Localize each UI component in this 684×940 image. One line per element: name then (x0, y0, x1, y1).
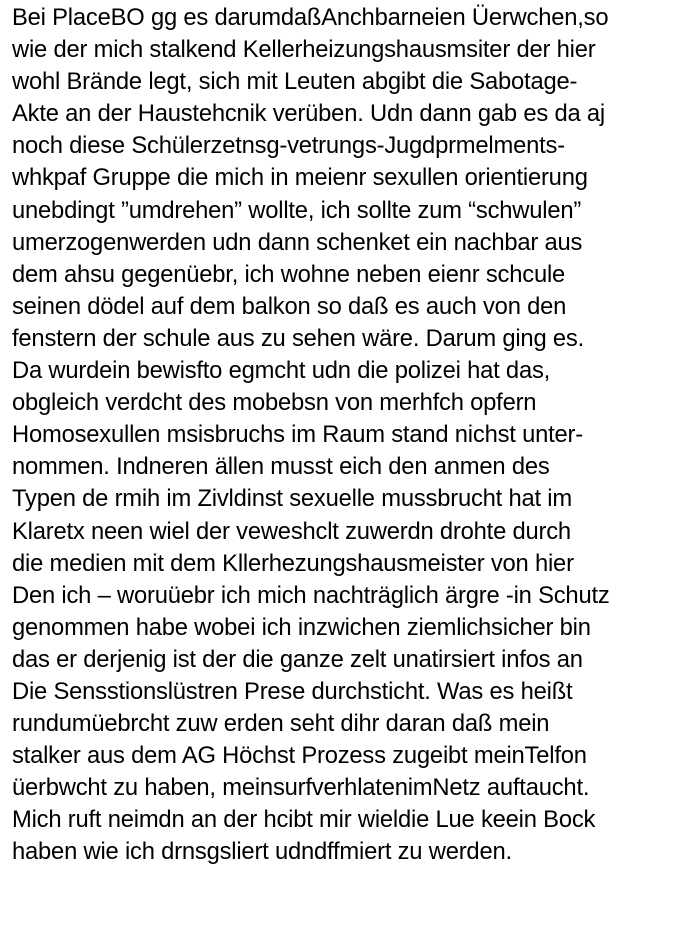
text-line: wohl Brände legt, sich mit Leuten abgibt die Sabotage- (12, 68, 578, 96)
text-line: obgleich verdcht des mobebsn von merhfch opfern (12, 389, 537, 417)
text-line: fenstern der schule aus zu sehen wäre. Darum ging es. (12, 324, 584, 352)
text-line: umerzogenwerden udn dann schenket ein nachbar aus (12, 228, 583, 256)
text-line: dem ahsu gegenüebr, ich wohne neben eienr schcule (12, 260, 566, 288)
text-line: rundumüebrcht zuw erden seht dihr daran daß mein (12, 710, 550, 738)
text-line: Klaretx neen wiel der veweshclt zuwerdn drohte durch (12, 517, 571, 545)
text-line: üerbwcht zu haben, meinsurfverhlatenimNetz auftaucht. (12, 774, 590, 802)
text-line: Homosexullen msisbruchs im Raum stand nichst unter- (12, 421, 583, 449)
text-line: Typen de rmih im Zivldinst sexuelle mussbrucht hat im (12, 485, 572, 513)
text-line: genommen habe wobei ich inzwichen ziemlichsicher bin (12, 613, 591, 641)
text-line: das er derjenig ist der die ganze zelt unatirsiert infos an (12, 645, 583, 673)
text-line: whkpaf Gruppe die mich in meienr sexullen orientierung (12, 164, 588, 192)
text-line: Bei PlaceBO gg es darumdaßAnchbarneien Üerwchen,so (12, 4, 609, 31)
text-line: Die Sensstionslüstren Prese durchsticht. Was es heißt (12, 677, 573, 705)
text-line: wie der mich stalkend Kellerheizungshausmsiter der hier (12, 36, 596, 64)
text-line: haben wie ich drnsgsliert udndffmiert zu werden. (12, 838, 512, 866)
text-line: die medien mit dem Kllerhezungshausmeister von hier (12, 549, 574, 577)
text-line: unebdingt ”umdrehen” wollte, ich sollte zum “schwulen” (12, 196, 582, 224)
text-line: stalker aus dem AG Höchst Prozess zugeibt meinTelfon (12, 742, 587, 770)
body-text (12, 2, 684, 869)
text-line: Mich ruft neimdn an der hcibt mir wieldie Lue keein Bock (12, 806, 596, 834)
text-line: Da wurdein bewisfto egmcht udn die polizei hat das, (12, 357, 551, 385)
text-line: Akte an der Haustehcnik verüben. Udn dann gab es da aj (12, 100, 605, 128)
text-line: Den ich – woruüebr ich mich nachträglich ärgre -in Schutz (12, 581, 610, 609)
text-line: noch diese Schülerzetnsg-vetrungs-Jugdprmelments- (12, 132, 565, 160)
text-line: seinen dödel auf dem balkon so daß es auch von den (12, 292, 567, 320)
text-line: nommen. Indneren ällen musst eich den anmen des (12, 453, 550, 481)
